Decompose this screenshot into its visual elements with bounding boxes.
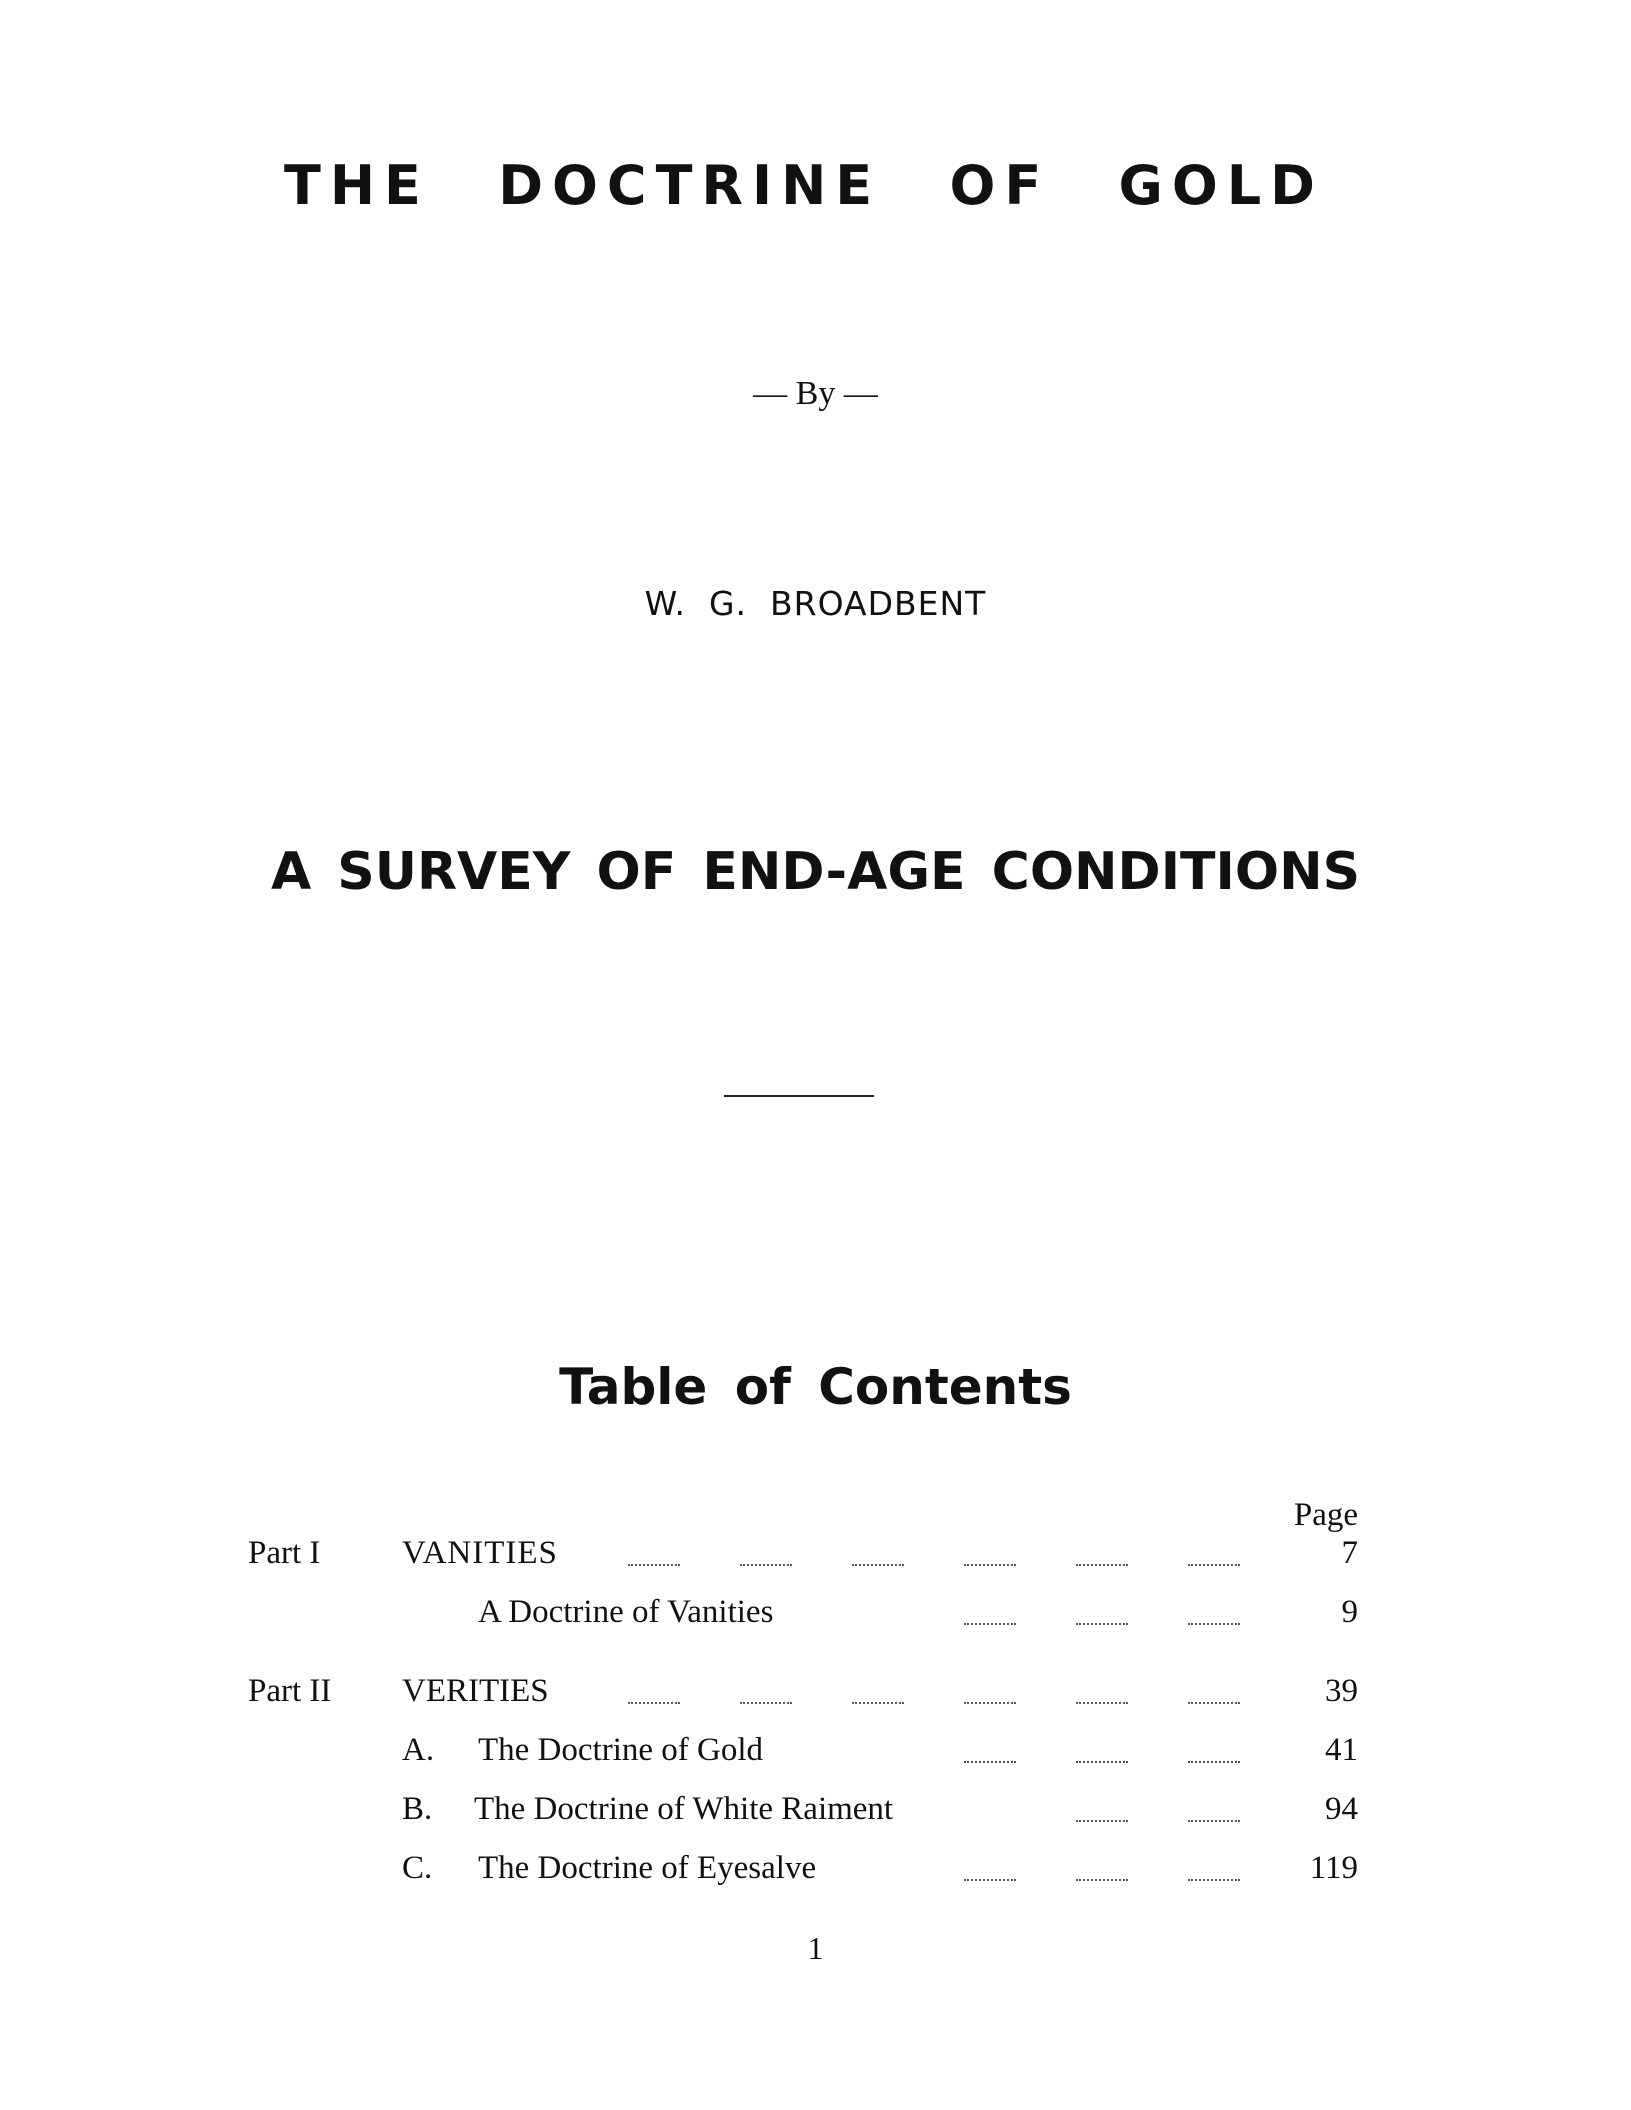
book-title bbox=[284, 150, 1324, 220]
toc-page-number: 119 bbox=[1309, 1850, 1358, 1886]
toc-page-header: Page bbox=[1293, 1497, 1358, 1533]
toc-leader bbox=[740, 1702, 792, 1704]
title-word: GOLD bbox=[1118, 153, 1324, 217]
toc-leader bbox=[964, 1702, 1016, 1704]
toc-page-number: 94 bbox=[1325, 1791, 1358, 1827]
toc-leader bbox=[740, 1564, 792, 1566]
toc-leader bbox=[628, 1564, 680, 1566]
page-folio: 1 bbox=[807, 1930, 824, 1966]
toc-entry-label: The Doctrine of White Raiment bbox=[474, 1791, 894, 1827]
toc-leader bbox=[964, 1564, 1016, 1566]
toc-item-letter: B. bbox=[402, 1791, 433, 1827]
title-word: DOCTRINE bbox=[498, 153, 882, 217]
toc-leader bbox=[1188, 1761, 1240, 1763]
toc-entry-label: VANITIES bbox=[402, 1535, 558, 1571]
toc-entry-label: The Doctrine of Eyesalve bbox=[478, 1850, 817, 1886]
by-line: — By — bbox=[753, 375, 878, 412]
toc-entry-label: A Doctrine of Vanities bbox=[478, 1594, 774, 1630]
toc-entry-label: The Doctrine of Gold bbox=[478, 1732, 763, 1768]
toc-item-letter: A. bbox=[402, 1732, 435, 1768]
toc-leader bbox=[1076, 1761, 1128, 1763]
toc-page-number: 7 bbox=[1341, 1535, 1358, 1571]
toc-leader bbox=[1188, 1564, 1240, 1566]
toc-leader bbox=[1188, 1623, 1240, 1625]
toc-leader bbox=[852, 1564, 904, 1566]
toc-leader bbox=[964, 1761, 1016, 1763]
toc-page-number: 41 bbox=[1325, 1732, 1358, 1768]
toc-item-letter: C. bbox=[402, 1850, 433, 1886]
title-word: OF bbox=[949, 153, 1051, 217]
toc-page-number: 9 bbox=[1341, 1594, 1358, 1630]
toc-leader bbox=[1188, 1820, 1240, 1822]
toc-leader bbox=[1076, 1820, 1128, 1822]
divider-rule bbox=[724, 1095, 874, 1097]
toc-leader bbox=[1188, 1879, 1240, 1881]
toc-heading: Table of Contents bbox=[559, 1358, 1072, 1416]
toc-leader bbox=[1076, 1702, 1128, 1704]
subtitle: A SURVEY OF END-AGE CONDITIONS bbox=[270, 842, 1361, 902]
toc-page-number: 39 bbox=[1325, 1673, 1358, 1709]
toc-leader bbox=[1076, 1879, 1128, 1881]
toc-leader bbox=[1188, 1702, 1240, 1704]
toc-leader bbox=[1076, 1623, 1128, 1625]
toc-leader bbox=[1076, 1564, 1128, 1566]
title-word: THE bbox=[284, 153, 430, 217]
toc-leader bbox=[964, 1623, 1016, 1625]
toc-entry-label: VERITIES bbox=[402, 1673, 549, 1709]
author-name: W. G. BROADBENT bbox=[644, 584, 987, 623]
toc-leader bbox=[852, 1702, 904, 1704]
toc-leader bbox=[964, 1879, 1016, 1881]
toc-leader bbox=[628, 1702, 680, 1704]
toc-part-label: Part I bbox=[248, 1535, 321, 1571]
toc-part-label: Part II bbox=[248, 1673, 332, 1709]
